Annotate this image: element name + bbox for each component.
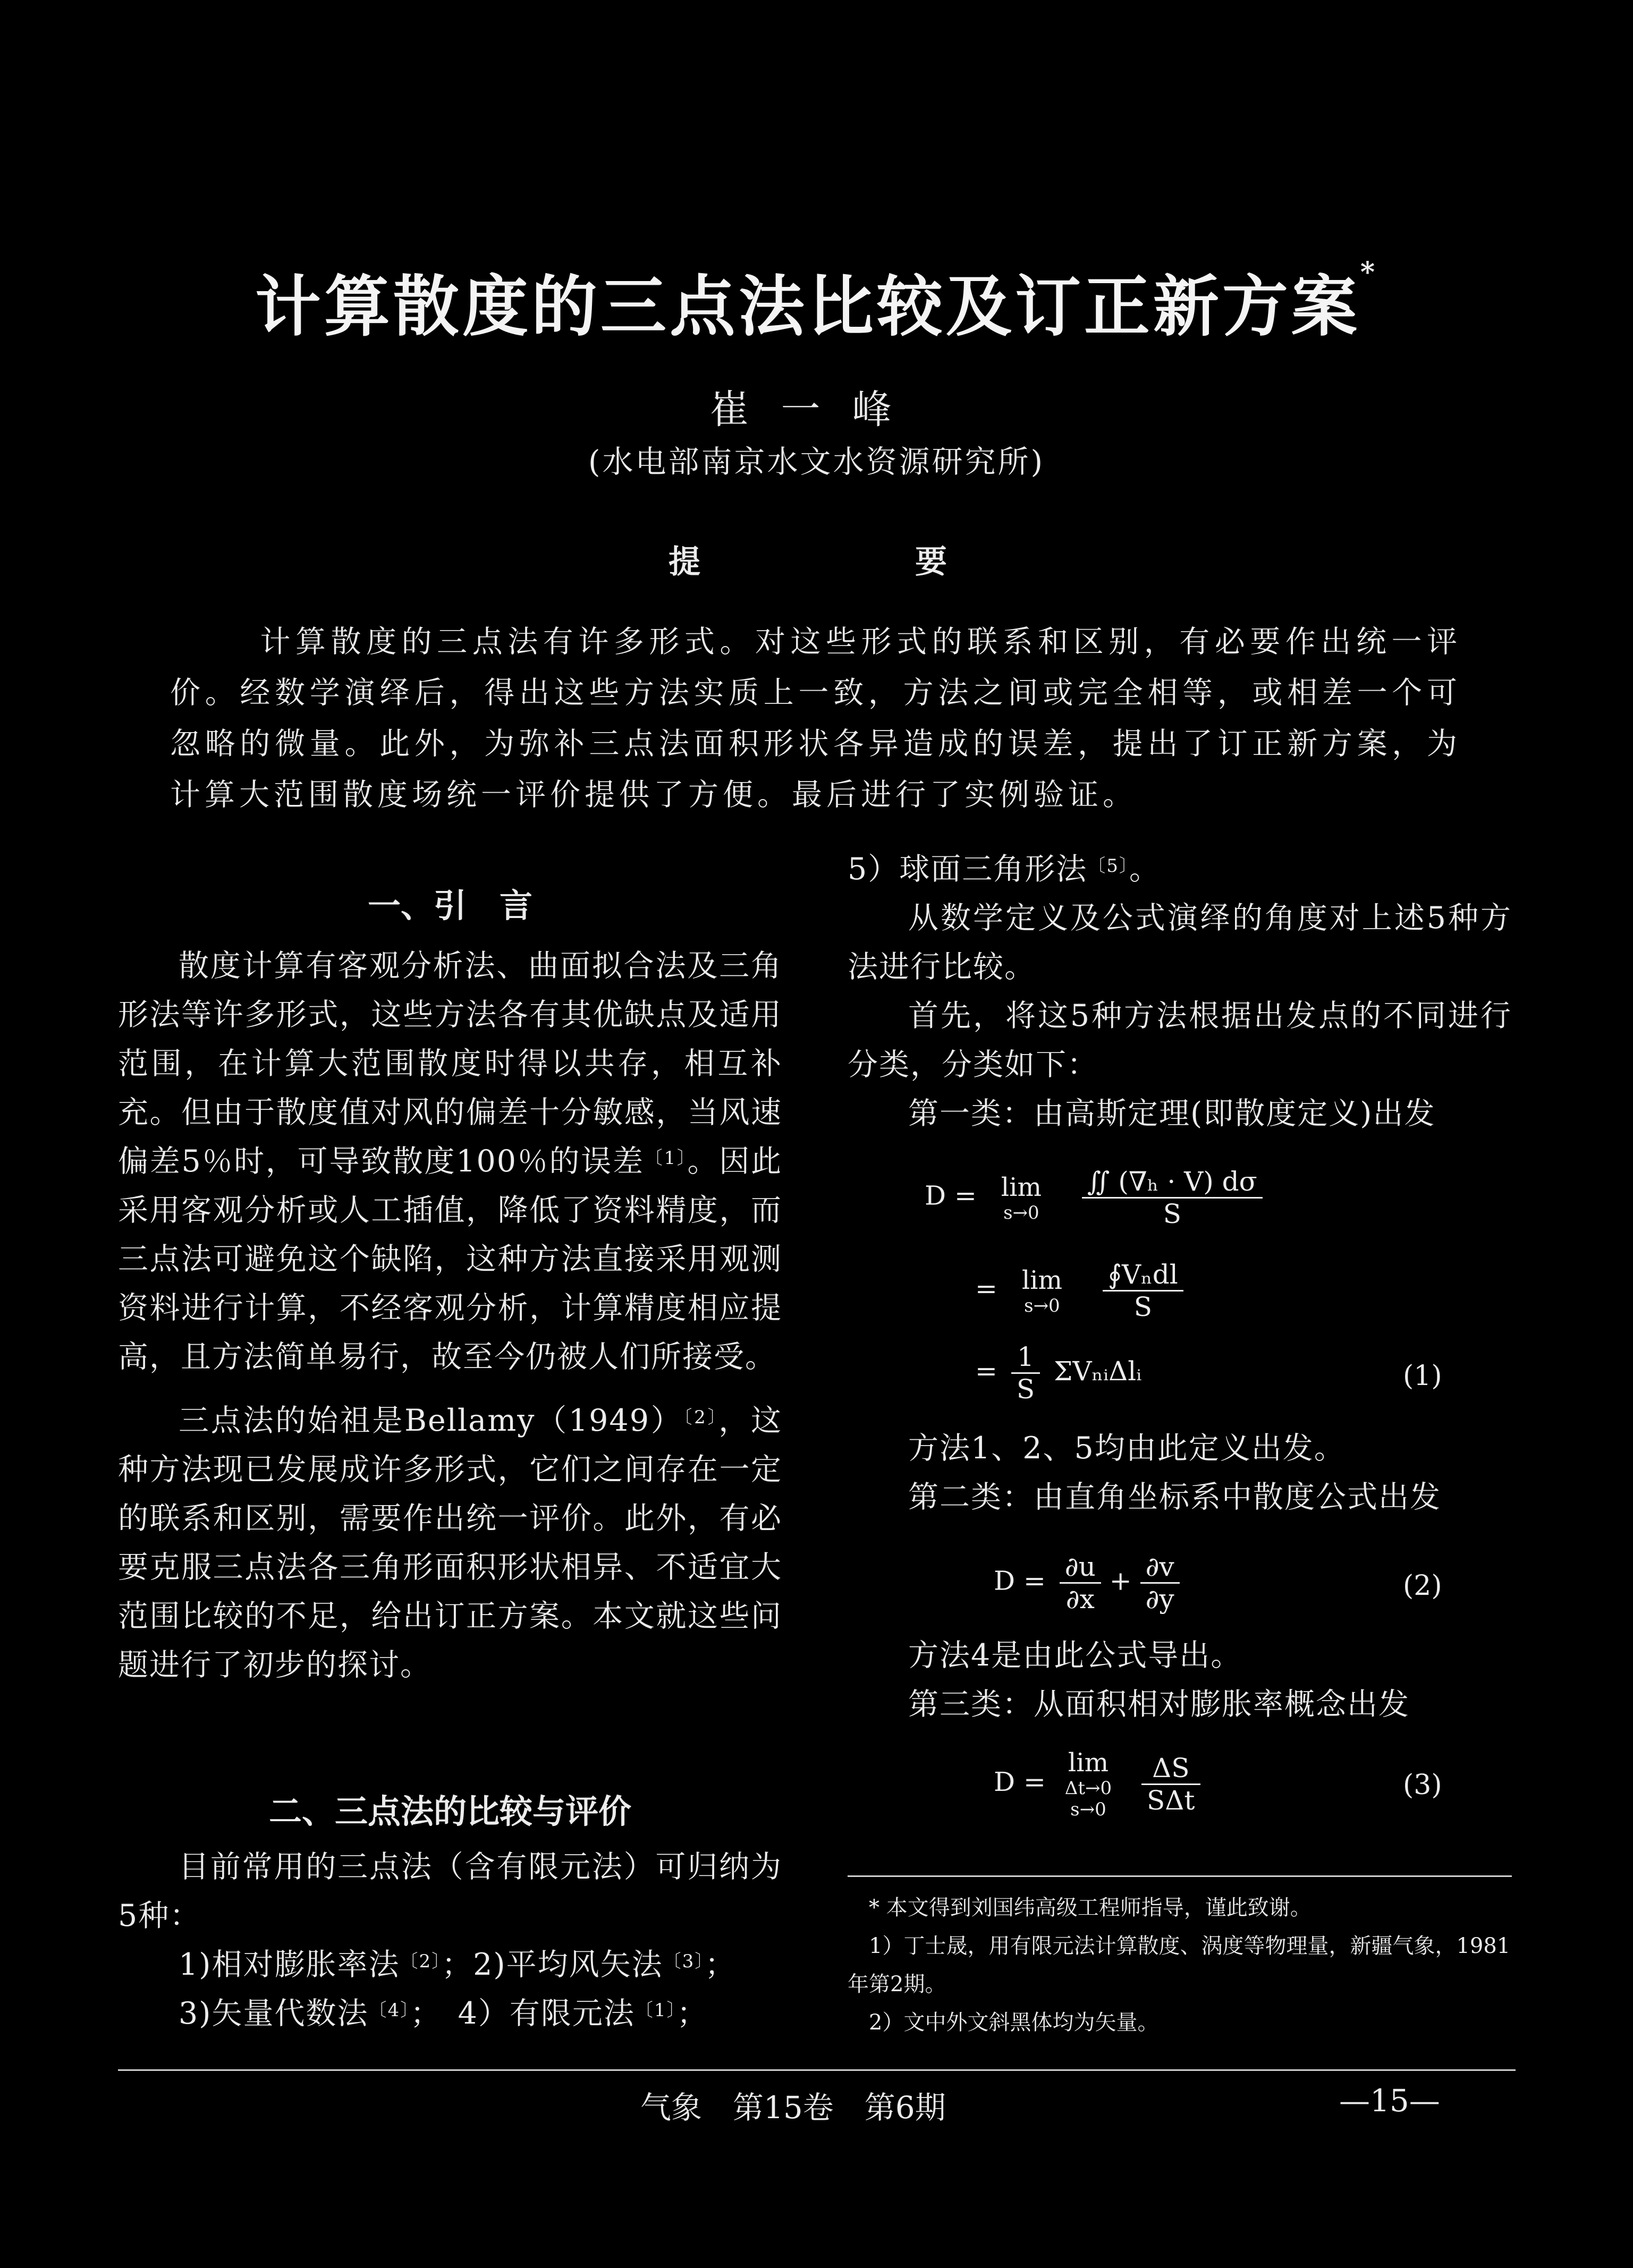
compare-paragraph: 从数学定义及公式演绎的角度对上述5种方法进行比较。 [848, 901, 1512, 984]
right-body-lower [848, 1631, 1512, 1729]
equation-1-number: (1) [1403, 1360, 1442, 1392]
classify-paragraph: 首先，将这5种方法根据出发点的不同进行分类，分类如下： [848, 998, 1512, 1082]
author: 崔一峰 [709, 387, 924, 432]
equation-2-number: (2) [1403, 1570, 1442, 1602]
left-body [118, 941, 782, 1689]
methods-list-2: 3)矢量代数法$^{〔4〕}$； 4）有限元法$^{〔1〕}$； [179, 1996, 708, 2031]
equation-3-number: (3) [1403, 1769, 1442, 1801]
section-2-heading: 二、三点法的比较与评价 [268, 1792, 631, 1831]
abstract-heading-right: 要 [915, 543, 947, 581]
equation-1-line-3: = $\frac{1}{S}$ ΣVₙᵢΔlᵢ [975, 1341, 1142, 1405]
page-number: —15— [1339, 2083, 1440, 2119]
footnote-2: 2）文中外文斜黑体均为矢量。 [869, 2010, 1159, 2035]
abstract-heading-left: 提 [669, 543, 700, 581]
intro-paragraph-1: 散度计算有客观分析法、曲面拟合法及三角形法等许多形式，这些方法各有其优缺点及适用范围，在计算大范围散度时得以共存，相互补充。但由于散度值对风的偏差十分敏感，当风速偏差5％时，可导致散度100％的误差$^{〔1〕}$。因此采用客观分析或人工插值，降低了资料精度，而三点法可避免这个缺陷，这种方法直接采用观测资料进行计算，不经客观分析，计算精度相应提高，且方法简单易行，故至今仍被人们所接受。 [118, 948, 783, 1374]
affiliation: (水电部南京水文水资源研究所) [588, 444, 1045, 480]
class-2-note: 方法4是由此公式导出。 [908, 1638, 1242, 1673]
citation: 〔2〕 [683, 1407, 719, 1428]
footnote-1: 1）丁士晟，用有限元法计算散度、涡度等物理量，新疆气象，1981年第2期。 [848, 1934, 1511, 1997]
footnotes [848, 1889, 1512, 2042]
class-1-note: 方法1、2、5均由此定义出发。 [908, 1431, 1346, 1466]
intro-paragraph-2: 三点法的始祖是Bellamy（1949）$^{〔2〕}$，这种方法现已发展成许多形式，它们之间存在一定的联系和区别，需要作出统一评价。此外，有必要克服三点法各三角形面积形状相异、不适宜大范围比较的不足，给出订正方案。本文就这些问题进行了初步的探讨。 [118, 1403, 783, 1683]
class-1-heading: 第一类：由高斯定理(即散度定义)出发 [908, 1096, 1436, 1131]
equation-2: D = $\frac{\partial u}{\partial x}$ + $\frac{\partial v}{\partial y}$ [994, 1551, 1180, 1615]
left-methods [118, 1842, 782, 2038]
journal-info: 气象 第15卷 第6期 [640, 2089, 946, 2126]
footnote-divider [848, 1875, 1512, 1877]
equation-1-line-2: = lim s→0 $\frac{\text{∮Vₙdl}}{S}$ [975, 1259, 1183, 1322]
methods-intro: 目前常用的三点法（含有限元法）可归纳为5种： [118, 1849, 782, 1933]
methods-list-1: 1)相对膨胀率法$^{〔2〕}$；2)平均风矢法$^{〔3〕}$； [179, 1947, 737, 1982]
footnote-acknowledgement: * 本文得到刘国纬高级工程师指导，谨此致谢。 [869, 1896, 1312, 1920]
class-2-heading: 第二类：由直角坐标系中散度公式出发 [908, 1480, 1441, 1515]
title-footnote-mark: * [1360, 256, 1378, 288]
right-body-top [848, 845, 1512, 1138]
paper-title: 计算散度的三点法比较及订正新方案* [255, 256, 1378, 345]
abstract-text: 计算散度的三点法有许多形式。对这些形式的联系和区别，有必要作出统一评价。经数学演绎后，得出这些方法实质上一致，方法之间或完全相等，或相差一个可忽略的微量。此外，为弥补三点法面积形状各异造成的误差，提出了订正新方案，为计算大范围散度场统一评价提供了方便。最后进行了实例验证。 [170, 624, 1461, 812]
right-body-mid [848, 1424, 1512, 1522]
equation-1-line-1: D = lim s→0 $\frac{\text{∬ (∇ₕ · V) dσ}}{S}$ [925, 1166, 1263, 1229]
section-1-heading: 一、引 言 [367, 886, 532, 925]
citation: 〔1〕 [644, 1148, 688, 1169]
class-3-heading: 第三类：从面积相对膨胀率概念出发 [908, 1687, 1410, 1722]
equation-3: D = lim Δt→0 s→0 $\frac{\Delta S}{\text{SΔt}}$ [994, 1748, 1200, 1820]
footer-divider [118, 2069, 1516, 2071]
method-5: 5）球面三角形法$^{〔5〕}$。 [848, 852, 1161, 887]
